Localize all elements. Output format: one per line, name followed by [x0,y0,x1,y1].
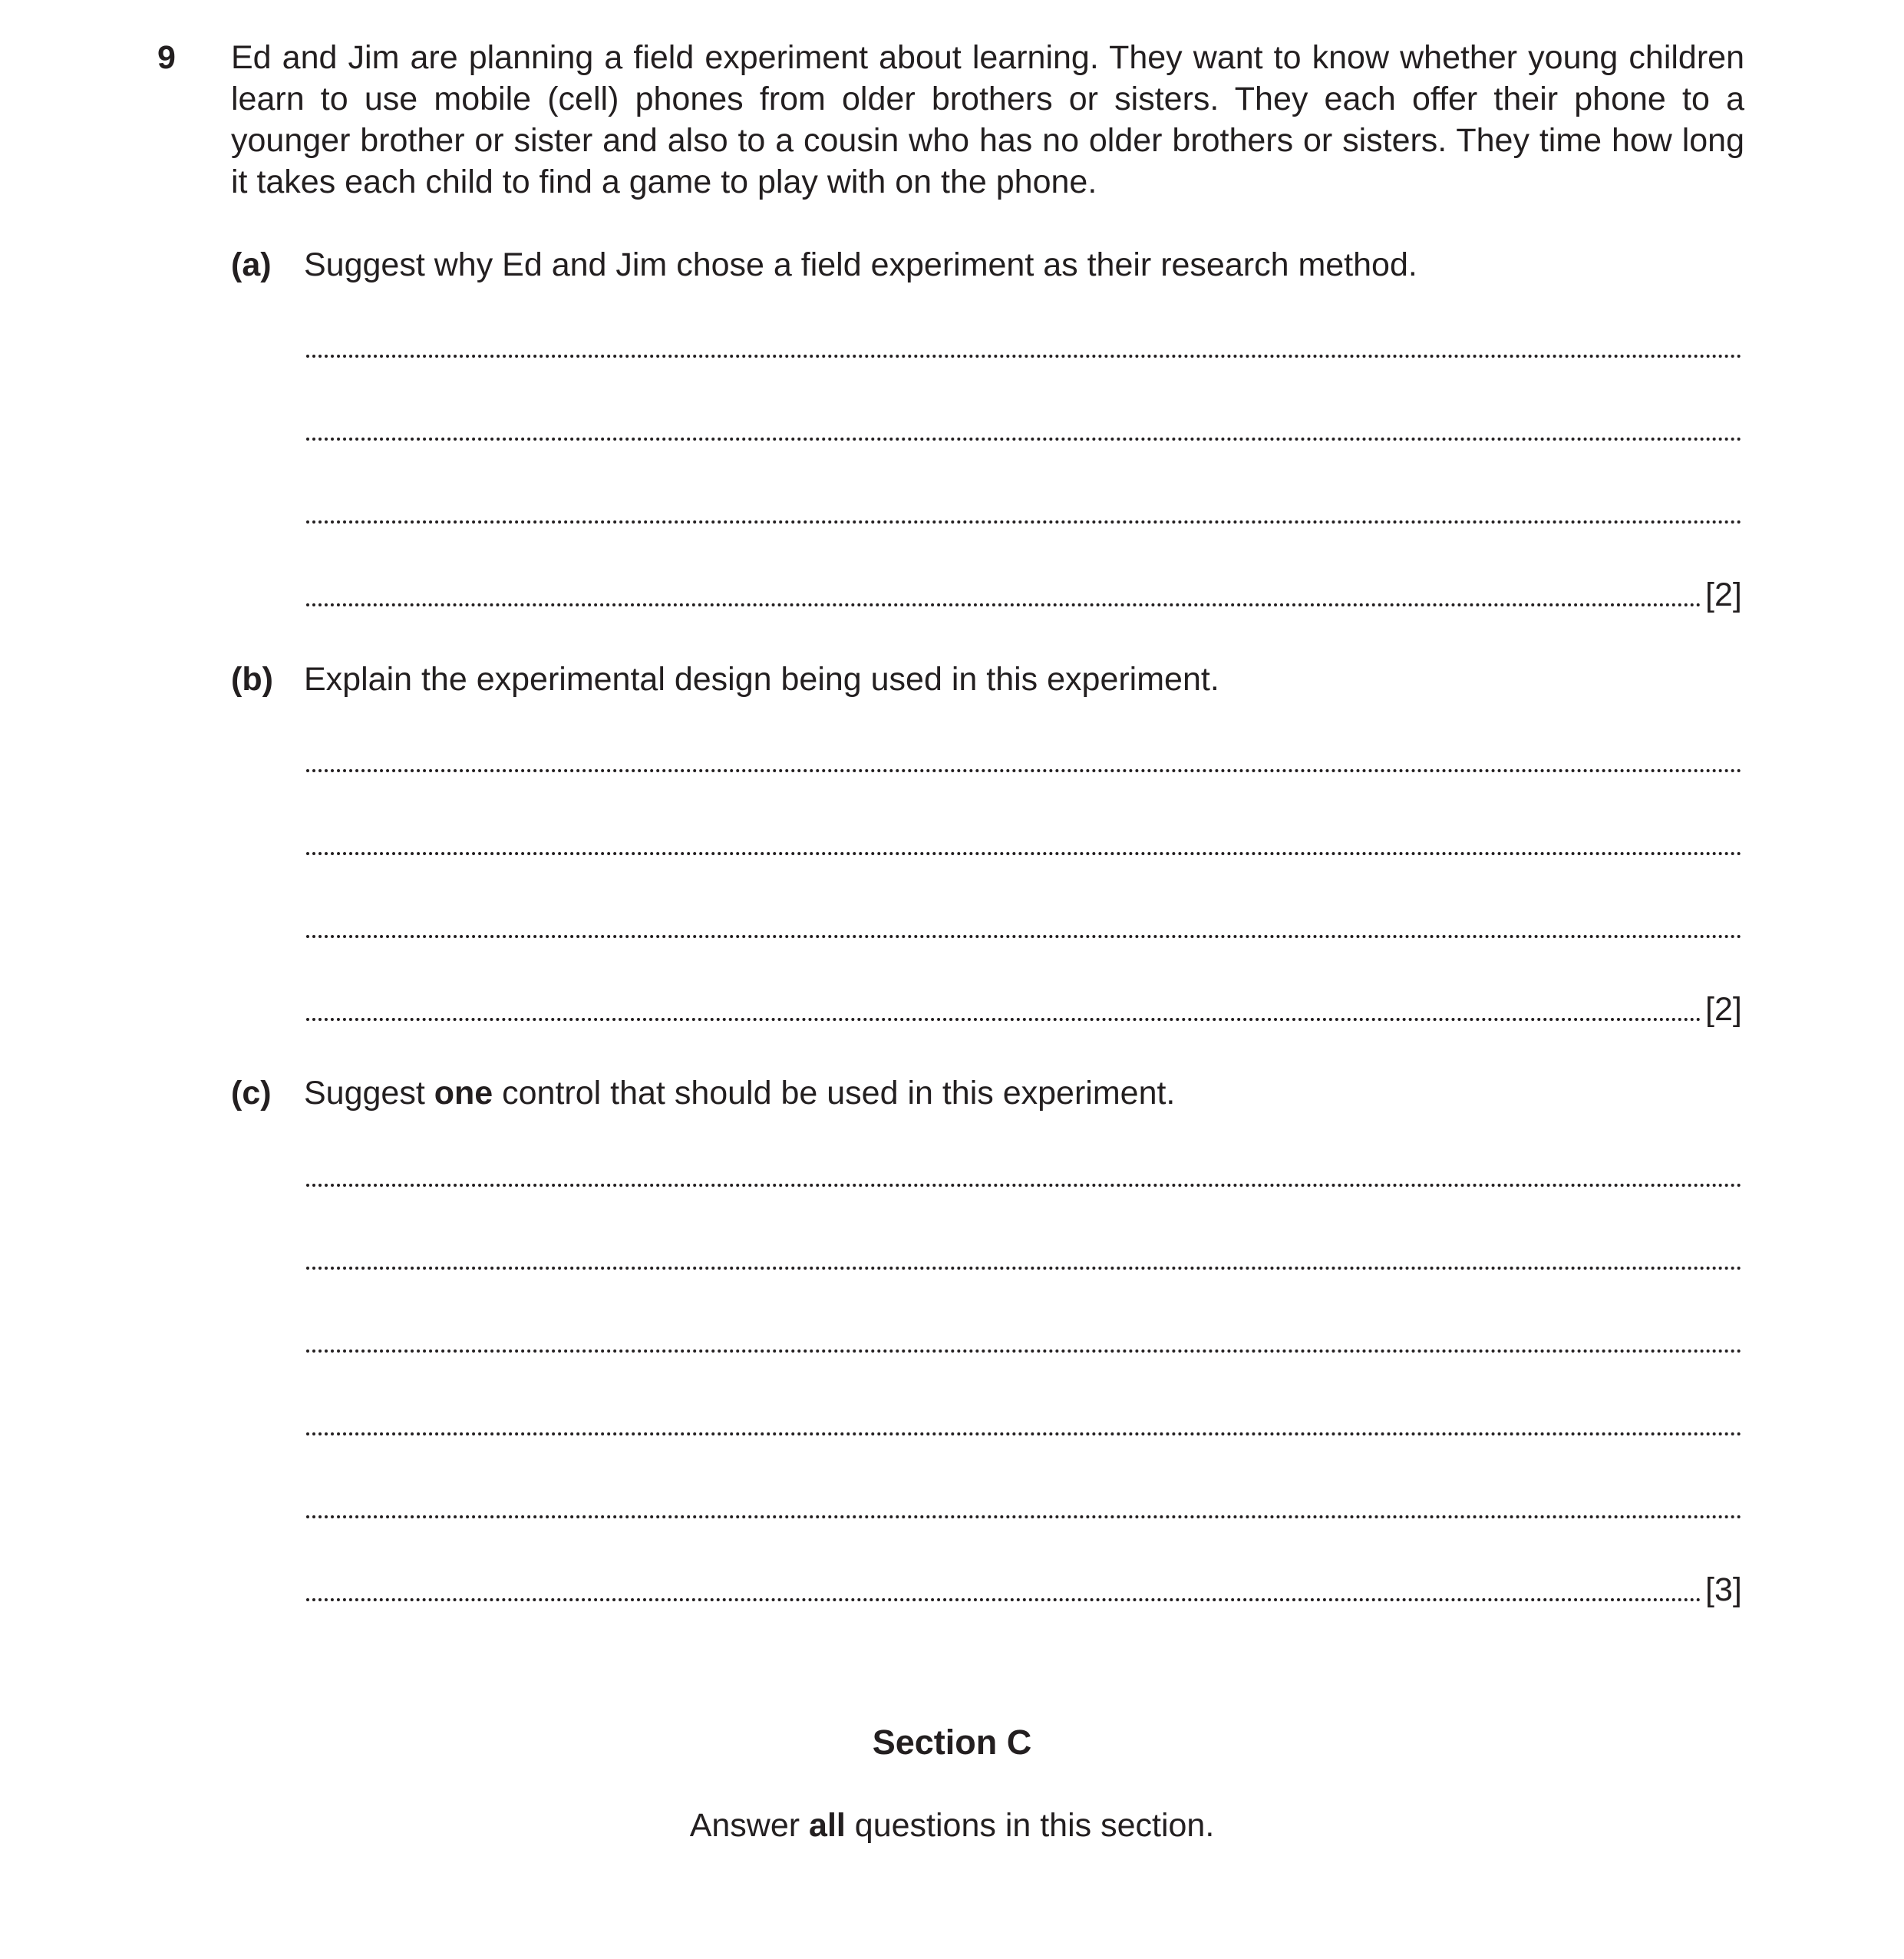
part-b-answer-line-4[interactable] [306,1018,1701,1021]
section-title: Section C [872,1723,1032,1762]
part-c-label: (c) [231,1075,272,1112]
part-b-answer-line-1[interactable] [306,769,1742,772]
part-b-prompt: Explain the experimental design being used in this experiment. [304,661,1219,698]
section-instruction-emphasis: all [809,1807,846,1844]
part-b-label: (b) [231,661,273,698]
part-c-answer-line-1[interactable] [306,1184,1742,1187]
part-a-marks: [2] [1705,576,1742,613]
part-b-answer-line-3[interactable] [306,935,1742,938]
question-number: 9 [157,39,176,76]
part-b-answer-line-2[interactable] [306,852,1742,855]
part-c-answer-line-5[interactable] [306,1515,1742,1518]
part-c-prompt-end: control that should be used in this experiment. [493,1075,1176,1112]
part-a-prompt: Suggest why Ed and Jim chose a field experiment as their research method. [304,246,1417,283]
part-c-prompt-start: Suggest [304,1075,434,1112]
part-c-answer-line-3[interactable] [306,1349,1742,1353]
part-c-answer-line-6[interactable] [306,1598,1701,1601]
part-a-answer-line-2[interactable] [306,438,1742,441]
part-b-marks: [2] [1705,991,1742,1028]
part-c-prompt [304,1072,1175,1114]
part-c-answer-line-2[interactable] [306,1267,1742,1270]
section-instruction [0,1804,1904,1847]
part-a-answer-line-1[interactable] [306,355,1742,358]
section-instruction-start: Answer [689,1807,810,1844]
part-a-answer-line-3[interactable] [306,520,1742,524]
part-a-answer-line-4[interactable] [306,603,1701,606]
section-instruction-end: questions in this section. [845,1807,1215,1844]
part-a-label: (a) [231,246,272,283]
part-c-answer-line-4[interactable] [306,1432,1742,1435]
part-c-prompt-emphasis: one [434,1075,493,1112]
question-stem: Ed and Jim are planning a field experiment about learning. They want to know whether young children learn to use mobile (cell) phones from older brothers or sisters. They each offer their phone to a younger brother or sister and also to a cousin who has no older brothers or sisters. They time how long it takes each child to find a game to play with on the phone. [231,39,1744,200]
part-c-marks: [3] [1705,1571,1742,1608]
